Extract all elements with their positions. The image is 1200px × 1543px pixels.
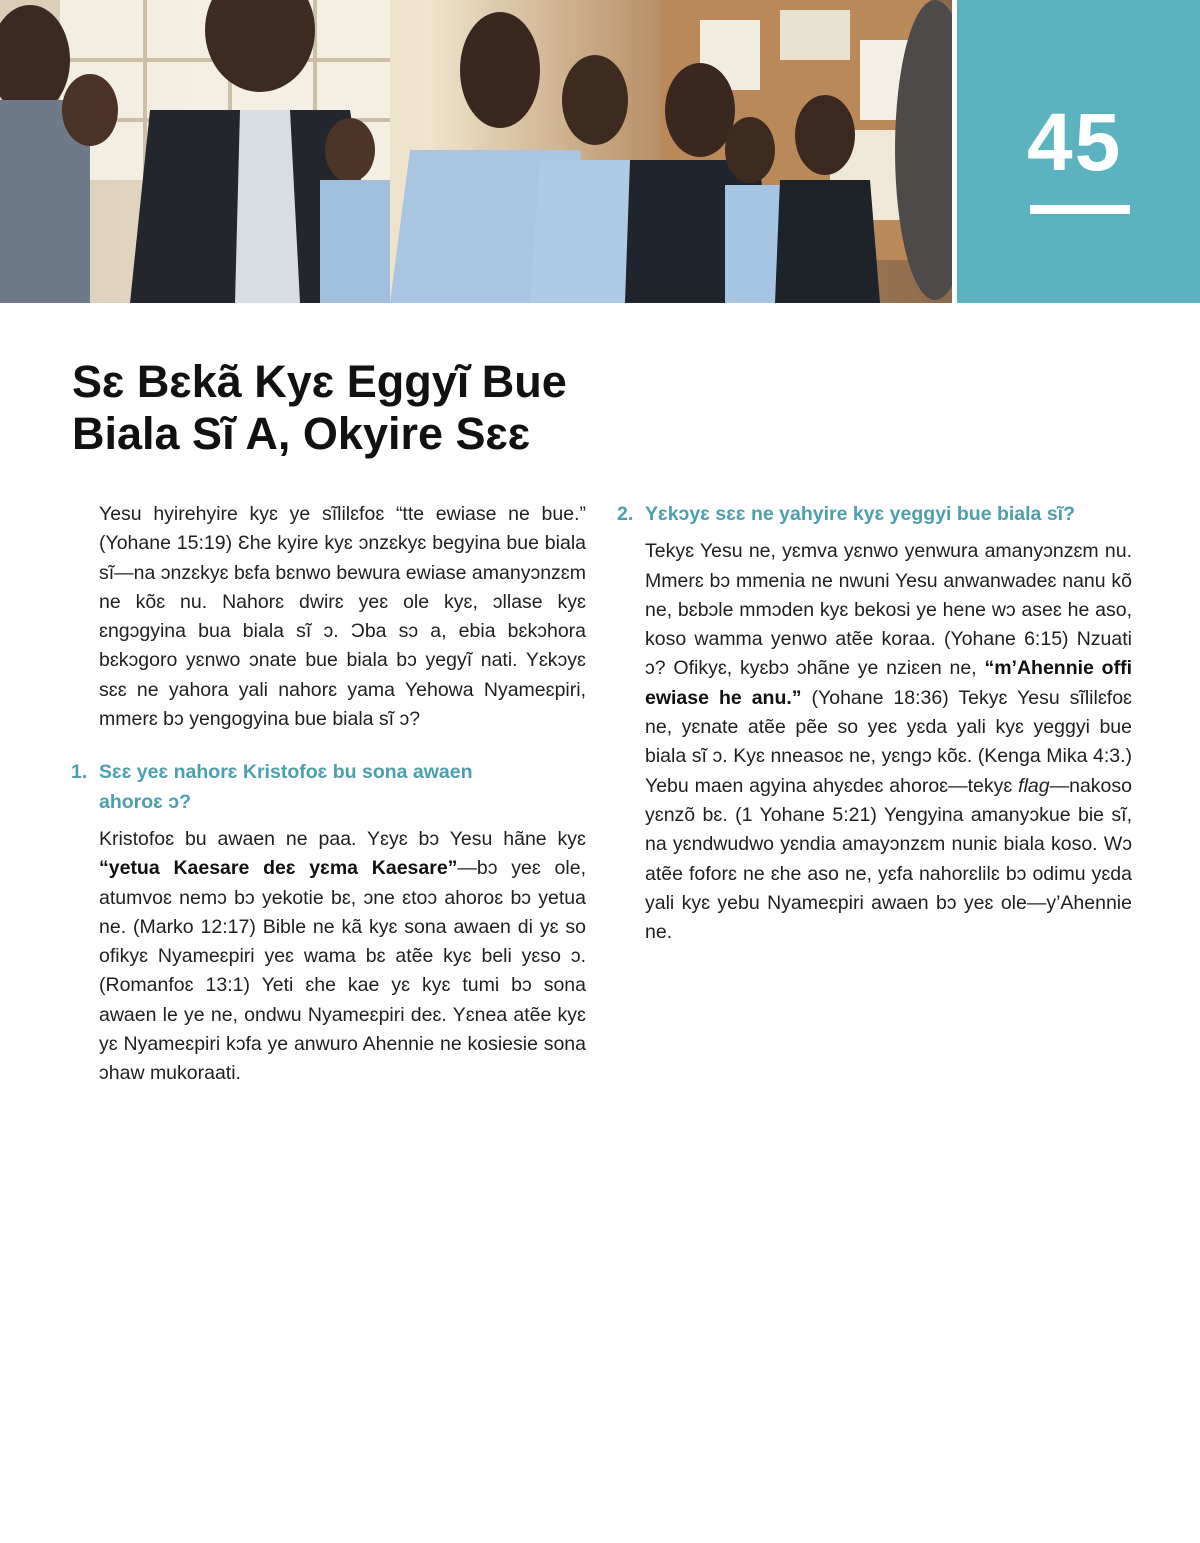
page-title [72,356,772,460]
hero-illustration [0,0,952,303]
title-line-2: Biala Sĩ A, Okyire Sɛɛ [72,408,531,459]
lesson-number-block [957,0,1200,303]
answer-1-text-a: Kristofoɛ bu awaen ne paa. Yɛyɛ bɔ Yesu hãne kyɛ [99,827,586,850]
answer-2-text-a: Tekyɛ Yesu ne, yɛmva yɛnwo yenwura amanyɔnzɛm nu. Mmerɛ bɔ mmenia ne nwuni Yesu anwanwadeɛ nanu kõ ne, bɛbɔle mmɔden kyɛ bekosi ye hene wɔ aseɛ he aso, koso wamma yenwo atẽe koraa. (Yohane 6:15) Nzuati ɔ? Ofikyɛ, kyɛbɔ ɔhãne ye nziɛen ne, [645,540,1132,680]
answer-2-italic-word: flag [1018,774,1050,797]
question-1-line-1: Sɛɛ yeɛ nahorɛ Kristofoɛ bu sona awaen [99,761,473,784]
hero-photo [0,0,952,303]
question-1-line-2: ahoroɛ ɔ? [99,790,192,813]
question-2 [617,500,1132,529]
left-column [71,500,586,1089]
question-2-text: Yɛkɔyɛ sɛɛ ne yahyire kyɛ yeggyi bue biala sĩ? [645,503,1075,525]
intro-paragraph: Yesu hyirehyire kyɛ ye sĩlilɛfoɛ “tte ewiase ne bue.” (Yohane 15:19) Ɛhe kyire kyɛ ɔnzɛkyɛ begyina bue biala sĩ—na ɔnzɛkyɛ bɛfa bɛnwo bewura ewiase amanyɔnzɛm ne kõɛ nu. Nahorɛ dwirɛ yeɛ ole kyɛ, ɔllase kyɛ ɛngɔgyina bua biala sĩ ɔ. Ɔba sɔ a, ebia bɛkɔhora bɛkɔgoro yɛnwo ɔnate bue biala bɔ yegyĩ nati. Yɛkɔyɛ sɛɛ ne yahora yali nahorɛ yama Yehowa Nyameɛpiri, mmerɛ bɔ yengogyina bue biala sĩ ɔ? [99,503,586,731]
answer-2-paragraph [645,537,1132,947]
question-1 [71,758,586,817]
question-1-number: 1. [71,761,88,784]
title-line-1: Sɛ Bɛkã Kyɛ Eggyĩ Bue [72,356,567,407]
answer-2-bold-quote: “m’Ahennie offi ewiase he anu.” [645,657,1132,709]
lesson-number: 45 [1027,97,1123,188]
answer-1-bold-quote: “yetua Kaesare deɛ yɛma Kaesare” [99,857,458,880]
right-column [617,500,1132,947]
answer-1-paragraph [99,825,586,1089]
answer-2-text-b: (Yohane 18:36) Tekyɛ Yesu sĩlilɛfoɛ ne, yɛnate atẽe pẽe so yeɛ yɛda yali kyɛ yeggyi bue biala sĩ ɔ. Kyɛ nneasoɛ ne, yɛngɔ kõɛ. (Kenga Mika 4:3.) Yebu maen agyina ahyɛdeɛ ahoroɛ—tekyɛ [645,686,1132,797]
answer-2-text-c: —nakoso yɛnzõ bɛ. (1 Yohane 5:21) Yengyina amanyɔkue bie sĩ, na yɛndwudwo yɛndia amayɔnzɛm nuniɛ biala koso. Wɔ atẽe foforɛ ne ɛhe aso ne, yɛfa nahorɛlilɛ bɔ odimu yɛda yali kyɛ yebu Nyameɛpiri awaen bɔ yeɛ ole—y’Ahennie ne. [645,774,1132,944]
question-2-number: 2. [617,503,634,525]
answer-1-text-b: —bɔ yeɛ ole, atumvoɛ nemɔ bɔ yekotie bɛ, ɔne ɛtoɔ ahoroɛ bɔ yetua ne. (Marko 12:17) Bible ne kã kyɛ sona awaen di yɛ so ofikyɛ Nyameɛpiri yeɛ wama bɛ atẽe kyɛ beli yɛso ɔ. (Romanfoɛ 13:1) Yeti ɛhe kae yɛ kyɛ tumi bɔ sona awaen le ye ne, ondwu Nyameɛpiri deɛ. Yɛnea atẽe kyɛ yɛ Nyameɛpiri kɔfa ye anwuro Ahennie ne kosiesie sona ɔhaw mukoraati. [99,857,586,1085]
lesson-number-underline [1030,205,1130,214]
